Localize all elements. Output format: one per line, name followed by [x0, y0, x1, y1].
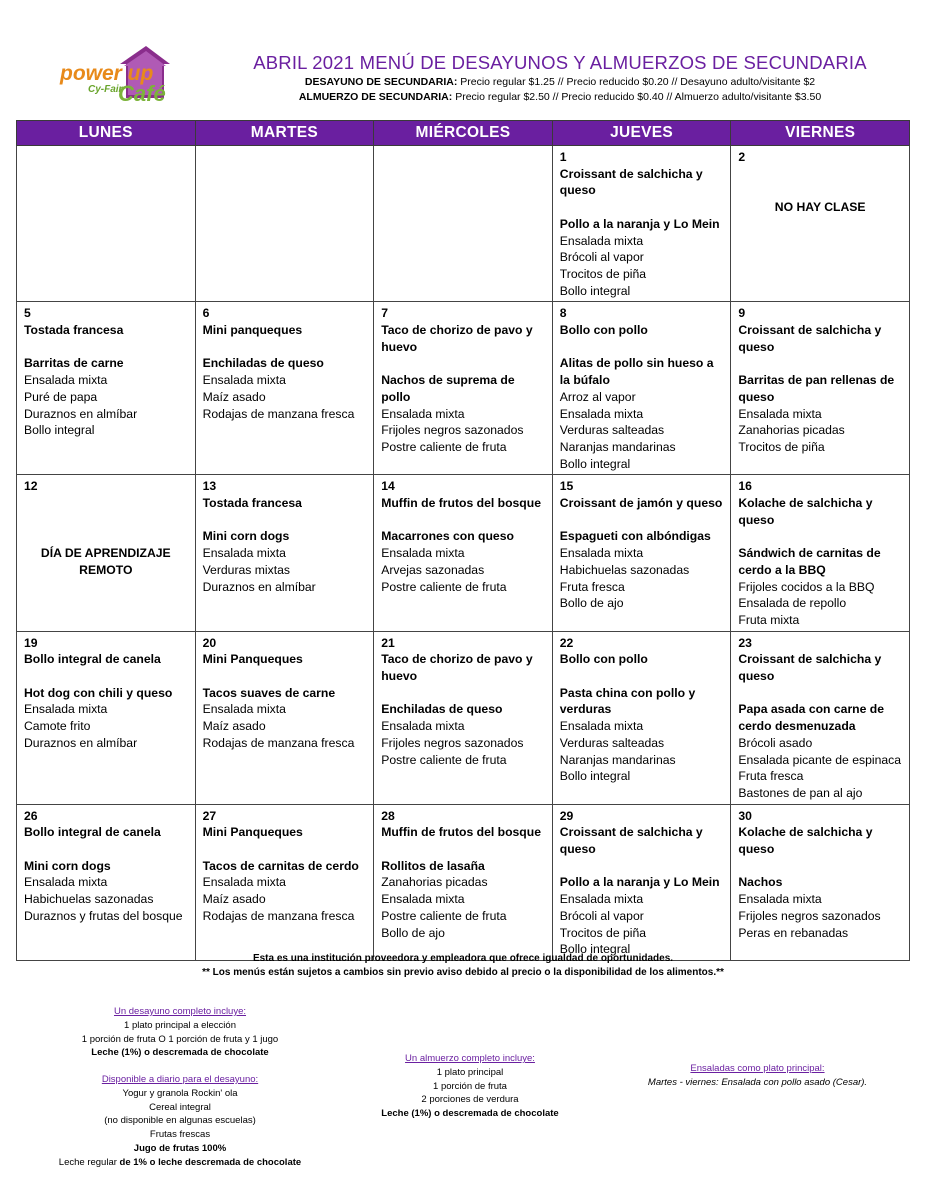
spacer: [203, 841, 367, 858]
day-number: 1: [559, 150, 567, 164]
week-row: [17, 804, 910, 960]
lunch-entree: Pollo a la naranja y Lo Mein: [559, 216, 720, 231]
breakfast-item: Croissant de salchicha y queso: [559, 825, 703, 857]
lunch-entree: Barritas de carne: [24, 356, 124, 371]
spacer: [560, 668, 724, 685]
daily-breakfast-item: Cereal integral: [149, 1101, 211, 1113]
day-number: 19: [24, 635, 38, 650]
day-cell: [17, 146, 196, 302]
lunch-side: Naranjas mandarinas: [559, 752, 676, 767]
lunch-side: Frijoles negros sazonados: [381, 735, 524, 750]
lunch-side: Arroz al vapor: [559, 389, 636, 404]
lunch-side: Frijoles negros sazonados: [738, 908, 881, 923]
lunch-side: Bollo integral: [559, 769, 631, 784]
logo-text-cy-fair: Cy-Fair: [88, 84, 123, 95]
equal-opportunity-statement: Esta es una institución proveedora y empleadora que ofrece igualdad de oportunidades.: [252, 953, 674, 964]
complete-lunch-item: 2 porciones de verdura: [421, 1094, 519, 1106]
day-number: 5: [24, 306, 31, 321]
lunch-side: Brócoli al vapor: [559, 908, 644, 923]
day-number: 12: [24, 479, 38, 494]
complete-lunch-heading: Un almuerzo completo incluye:: [405, 1053, 535, 1064]
breakfast-item: Mini Panqueques: [202, 825, 303, 840]
lunch-entree: Nachos: [738, 875, 783, 890]
complete-breakfast-item: 1 porción de fruta O 1 porción de fruta y 1 jugo: [81, 1033, 279, 1045]
lunch-side: Ensalada mixta: [24, 875, 108, 890]
lunch-side: Duraznos y frutas del bosque: [24, 908, 183, 923]
lunch-price-label: ALMUERZO DE SECUNDARIA:: [298, 91, 453, 103]
breakfast-item: Muffin de frutos del bosque: [381, 496, 541, 511]
spacer: [560, 339, 724, 356]
page-title: ABRIL 2021 MENÚ DE DESAYUNOS Y ALMUERZOS DE SECUNDARIA: [253, 52, 867, 73]
day-cell: [552, 146, 731, 302]
day-cell: [17, 302, 196, 475]
day-cell: [731, 302, 910, 475]
lunch-side: Trocitos de piña: [559, 925, 647, 940]
lunch-side: Habichuelas sazonadas: [559, 562, 690, 577]
lunch-entree: Espagueti con albóndigas: [559, 529, 711, 544]
lunch-entree: Hot dog con chili y queso: [24, 685, 173, 700]
lunch-side: Ensalada mixta: [202, 546, 286, 561]
breakfast-item: Bollo con pollo: [559, 323, 648, 338]
lunch-side: Bastones de pan al ajo: [738, 785, 863, 800]
day-cell: [195, 146, 374, 302]
lunch-entree: Enchiladas de queso: [202, 356, 324, 371]
lunch-entree: Tacos de carnitas de cerdo: [202, 858, 359, 873]
entree-salads-info: [600, 1062, 915, 1090]
lunch-side: Trocitos de piña: [559, 266, 647, 281]
logo-text-cafe: Café: [118, 81, 166, 106]
daily-breakfast-heading: Disponible a diario para el desayuno:: [101, 1074, 259, 1085]
lunch-side: Bollo integral: [24, 423, 95, 438]
menu-calendar: [16, 120, 910, 961]
complete-breakfast-heading: Un desayuno completo incluye:: [113, 1006, 247, 1017]
menu-change-disclaimer: ** Los menús están sujetos a cambios sin previo aviso debido al precio o la disponibilidad de los alimentos.**: [202, 967, 724, 978]
spacer: [203, 668, 367, 685]
day-cell: [374, 475, 553, 631]
daily-breakfast-juice: Jugo de frutas 100%: [133, 1142, 227, 1154]
spacer: [560, 199, 724, 216]
lunch-side: Duraznos en almíbar: [24, 406, 138, 421]
lunch-side: Naranjas mandarinas: [559, 439, 676, 454]
lunch-entree: Sándwich de carnitas de cerdo a la BBQ: [738, 546, 881, 577]
breakfast-item: Taco de chorizo de pavo y huevo: [381, 652, 533, 684]
lunch-side: Duraznos en almíbar: [24, 735, 138, 750]
day-number: 7: [381, 306, 388, 321]
day-cell: [195, 631, 374, 804]
complete-lunch-item: 1 plato principal: [436, 1066, 504, 1078]
weekday-header: VIERNES: [731, 121, 910, 146]
day-number: 13: [202, 479, 217, 494]
day-number: 8: [559, 306, 567, 321]
daily-breakfast-item: Frutas frescas: [149, 1129, 211, 1141]
lunch-side: Ensalada mixta: [381, 719, 465, 734]
breakfast-item: Bollo con pollo: [559, 652, 648, 667]
daily-breakfast-info: [40, 1073, 320, 1170]
daily-breakfast-item: (no disponible en algunas escuelas): [104, 1115, 256, 1127]
day-number: 15: [559, 479, 574, 494]
weekday-header: MIÉRCOLES: [374, 121, 553, 146]
complete-breakfast-info: [40, 1005, 320, 1060]
day-number: 28: [381, 808, 395, 823]
lunch-side: Ensalada mixta: [24, 373, 108, 388]
lunch-entree: Alitas de pollo sin hueso a la búfalo: [559, 356, 714, 388]
lunch-side: Ensalada mixta: [559, 546, 644, 561]
spacer: [560, 858, 724, 875]
lunch-side: Rodajas de manzana fresca: [202, 406, 355, 421]
lunch-side: Ensalada mixta: [738, 892, 822, 907]
lunch-entree: Macarrones con queso: [381, 529, 514, 544]
breakfast-item: Bollo integral de canela: [24, 652, 161, 667]
lunch-side: Ensalada mixta: [559, 406, 644, 421]
lunch-side: Ensalada mixta: [559, 719, 644, 734]
breakfast-item: Taco de chorizo de pavo y huevo: [381, 323, 533, 354]
day-cell: [731, 804, 910, 960]
lunch-side: Frijoles cocidos a la BBQ: [738, 579, 875, 594]
lunch-side: Ensalada mixta: [381, 546, 465, 561]
day-number: 23: [738, 635, 752, 650]
spacer: [738, 166, 902, 199]
lunch-side: Maíz asado: [202, 719, 266, 734]
day-cell: [17, 631, 196, 804]
lunch-entree: Papa asada con carne de cerdo desmenuzada: [738, 702, 885, 734]
day-number: 26: [24, 808, 38, 823]
breakfast-item: Croissant de salchicha y queso: [738, 652, 882, 684]
lunch-side: Rodajas de manzana fresca: [202, 908, 355, 923]
day-note: NO HAY CLASE: [774, 199, 866, 214]
lunch-side: Ensalada picante de espinaca: [738, 752, 901, 767]
lunch-entree: Pollo a la naranja y Lo Mein: [559, 875, 720, 890]
lunch-side: Ensalada mixta: [24, 702, 108, 717]
complete-breakfast-item: 1 plato principal a elección: [124, 1019, 236, 1031]
lunch-side: Postre caliente de fruta: [381, 579, 507, 594]
week-row: [17, 631, 910, 804]
day-cell: [552, 631, 731, 804]
day-number: 6: [202, 306, 210, 321]
breakfast-item: Tostada francesa: [24, 323, 124, 338]
lunch-side: Verduras salteadas: [559, 735, 665, 750]
day-cell: [731, 475, 910, 631]
lunch-side: Bollo integral: [559, 456, 631, 471]
day-cell: [374, 302, 553, 475]
entree-salads-text: Ensalada con pollo asado (Cesar).: [721, 1076, 868, 1088]
weekday-header: MARTES: [195, 121, 374, 146]
breakfast-item: Mini panqueques: [202, 323, 303, 338]
day-cell: [731, 146, 910, 302]
lunch-side: Duraznos en almíbar: [202, 579, 316, 594]
breakfast-item: Kolache de salchicha y queso: [738, 825, 873, 857]
day-cell: [552, 302, 731, 475]
lunch-side: Maíz asado: [202, 892, 266, 907]
lunch-entree: Mini corn dogs: [202, 529, 290, 544]
lunch-side: Ensalada mixta: [202, 875, 286, 890]
lunch-price-values: Precio regular $2.50 // Precio reducido $0.40 // Almuerzo adulto/visitante $3.50: [455, 91, 822, 103]
day-number: 30: [738, 808, 752, 823]
week-row: [17, 302, 910, 475]
lunch-side: Brócoli al vapor: [559, 250, 644, 265]
day-cell: [17, 804, 196, 960]
lunch-side: Ensalada de repollo: [738, 596, 847, 611]
day-cell: [17, 475, 196, 631]
complete-lunch-milk: Leche (1%) o descremada de chocolate: [381, 1108, 559, 1120]
breakfast-price-label: DESAYUNO DE SECUNDARIA:: [304, 76, 458, 88]
lunch-side: Fruta fresca: [559, 579, 625, 594]
spacer: [203, 512, 367, 529]
lunch-side: Ensalada mixta: [559, 892, 644, 907]
day-number: 27: [202, 808, 217, 823]
entree-salads-days: Martes - viernes:: [647, 1076, 719, 1088]
lunch-side: Ensalada mixta: [381, 406, 465, 421]
day-note: DÍA DE APRENDIZAJE REMOTO: [40, 546, 171, 577]
spacer: [738, 355, 902, 372]
week-row: [17, 146, 910, 302]
breakfast-item: Kolache de salchicha y queso: [738, 496, 873, 527]
entree-salads-line: [600, 1076, 915, 1090]
lunch-side: Habichuelas sazonadas: [24, 892, 154, 907]
day-cell: [195, 475, 374, 631]
lunch-entree: Pasta china con pollo y verduras: [559, 685, 696, 717]
week-row: [17, 475, 910, 631]
spacer: [381, 841, 545, 858]
lunch-side: Arvejas sazonadas: [381, 562, 485, 577]
lunch-side: Bollo de ajo: [559, 596, 624, 611]
day-cell: [374, 804, 553, 960]
day-cell: [552, 804, 731, 960]
day-cell: [374, 631, 553, 804]
day-cell: [195, 804, 374, 960]
lunch-side: Trocitos de piña: [738, 439, 825, 454]
day-number: 9: [738, 306, 746, 321]
lunch-entree: Enchiladas de queso: [381, 702, 503, 717]
breakfast-item: Tostada francesa: [202, 496, 302, 511]
lunch-side: Zanahorias picadas: [738, 423, 845, 438]
lunch-entree: Nachos de suprema de pollo: [381, 373, 515, 404]
complete-lunch-item: 1 porción de fruta: [433, 1080, 507, 1092]
lunch-side: Ensalada mixta: [202, 373, 286, 388]
lunch-side: Postre caliente de fruta: [381, 439, 507, 454]
lunch-side: Ensalada mixta: [738, 406, 822, 421]
lunch-side: Bollo de ajo: [381, 925, 445, 940]
breakfast-item: Croissant de jamón y queso: [559, 496, 723, 511]
lunch-side: Fruta fresca: [738, 769, 804, 784]
lunch-entree: Tacos suaves de carne: [202, 685, 336, 700]
lunch-side: Ensalada mixta: [381, 892, 465, 907]
lunch-entree: Barritas de pan rellenas de queso: [738, 373, 895, 404]
day-cell: [552, 475, 731, 631]
spacer: [24, 841, 188, 858]
spacer: [381, 512, 545, 529]
day-number: 16: [738, 479, 752, 494]
lunch-side: Zanahorias picadas: [381, 875, 488, 890]
spacer: [203, 339, 367, 356]
spacer: [24, 339, 188, 356]
weekday-header: LUNES: [17, 121, 196, 146]
daily-breakfast-milk: [40, 1156, 320, 1170]
entree-salads-heading: Ensaladas como plato principal:: [690, 1063, 825, 1074]
spacer: [381, 685, 545, 702]
complete-breakfast-milk: Leche (1%) o descremada de chocolate: [91, 1047, 269, 1059]
lunch-side: Bollo integral: [559, 942, 631, 957]
day-number: 14: [381, 479, 395, 494]
day-number: 20: [202, 635, 217, 650]
day-number: 2: [738, 150, 746, 164]
menu-calendar-body: [17, 146, 910, 961]
spacer: [738, 858, 902, 875]
lunch-side: Ensalada mixta: [559, 233, 644, 248]
breakfast-item: Muffin de frutos del bosque: [381, 825, 541, 840]
complete-lunch-info: [320, 1052, 620, 1121]
spacer: [24, 495, 188, 545]
spacer: [381, 355, 545, 372]
breakfast-item: Croissant de salchicha y queso: [738, 323, 882, 354]
lunch-price-line: [200, 91, 920, 103]
day-cell: [374, 146, 553, 302]
spacer: [738, 528, 902, 545]
daily-breakfast-item: Yogur y granola Rockin' ola: [122, 1087, 238, 1099]
day-number: 29: [559, 808, 574, 823]
lunch-side: Brócoli asado: [738, 735, 813, 750]
day-number: 21: [381, 635, 395, 650]
breakfast-price-line: [200, 76, 920, 88]
daily-breakfast-milk-regular: Leche regular: [58, 1156, 117, 1168]
breakfast-item: Bollo integral de canela: [24, 825, 161, 840]
lunch-side: Maíz asado: [202, 389, 266, 404]
spacer: [560, 512, 724, 529]
day-cell: [195, 302, 374, 475]
lunch-side: Bollo integral: [559, 283, 631, 298]
lunch-entree: Mini corn dogs: [24, 858, 111, 873]
day-number: 22: [559, 635, 574, 650]
weekday-header-row: [17, 121, 910, 146]
lunch-side: Frijoles negros sazonados: [381, 423, 524, 438]
weekday-header: JUEVES: [552, 121, 731, 146]
spacer: [738, 685, 902, 702]
lunch-side: Verduras mixtas: [202, 562, 290, 577]
lunch-side: Puré de papa: [24, 389, 98, 404]
lunch-side: Rodajas de manzana fresca: [202, 735, 355, 750]
lunch-entree: Rollitos de lasaña: [381, 858, 485, 873]
lunch-side: Postre caliente de fruta: [381, 908, 507, 923]
spacer: [24, 668, 188, 685]
logo-text-power-up: power up: [60, 62, 154, 85]
breakfast-price-values: Precio regular $1.25 // Precio reducido $0.20 // Desayuno adulto/visitante $2: [460, 76, 816, 88]
lunch-side: Peras en rebanadas: [738, 925, 849, 940]
power-up-cafe-logo: [58, 44, 178, 110]
lunch-side: Ensalada mixta: [202, 702, 286, 717]
lunch-side: Verduras salteadas: [559, 423, 665, 438]
breakfast-item: Croissant de salchicha y queso: [559, 166, 703, 198]
daily-breakfast-milk-rest: de 1% o leche descremada de chocolate: [119, 1156, 302, 1168]
breakfast-item: Mini Panqueques: [202, 652, 303, 667]
lunch-side: Fruta mixta: [738, 612, 800, 627]
lunch-side: Postre caliente de fruta: [381, 752, 507, 767]
day-cell: [731, 631, 910, 804]
lunch-side: Camote frito: [24, 719, 91, 734]
